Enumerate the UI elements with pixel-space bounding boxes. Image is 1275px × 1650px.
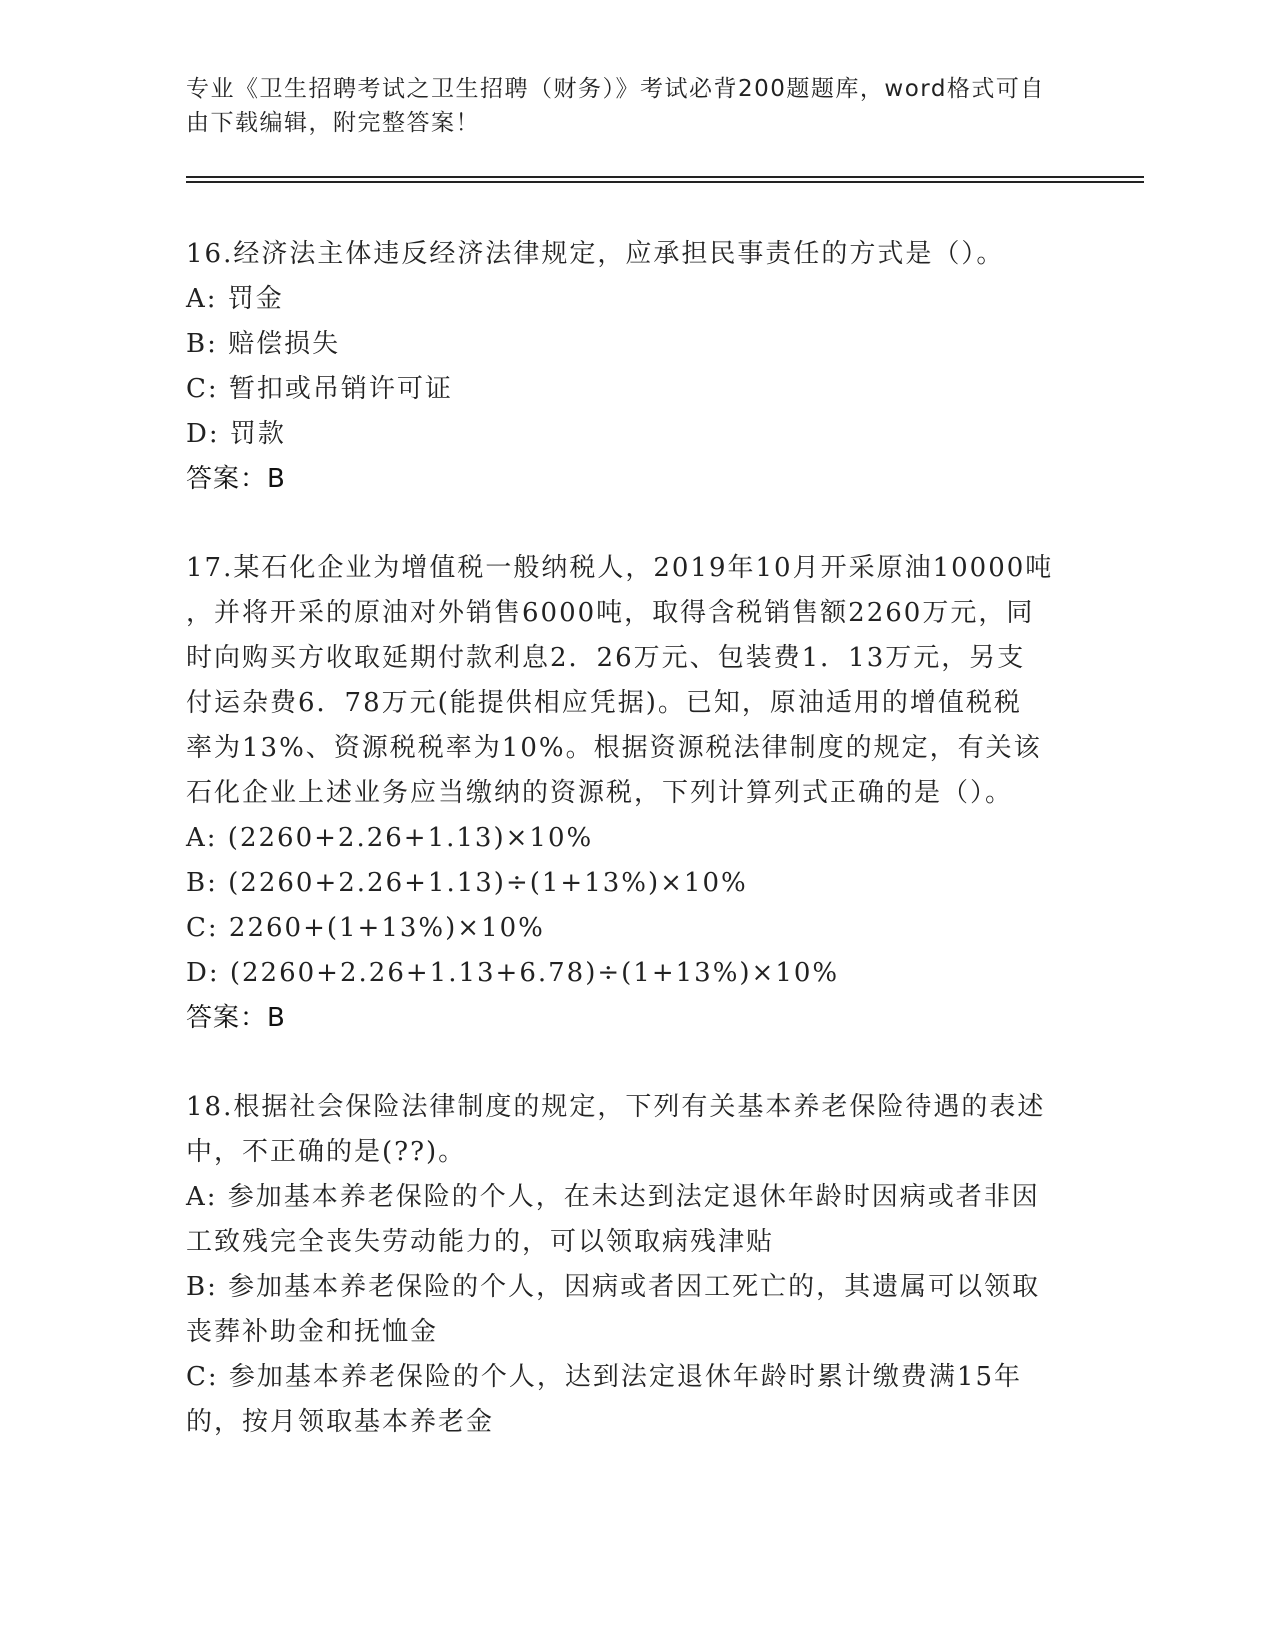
option-text: 罚金: [217, 284, 284, 314]
option-key: D:: [186, 958, 220, 988]
header-line-2: 由下载编辑，附完整答案！: [186, 110, 480, 136]
question-17-answer: 答案：B: [186, 1003, 286, 1033]
question-18: [186, 1085, 1066, 1445]
question-18-stem-line-2: 中，不正确的是(??)。: [186, 1137, 467, 1167]
question-17: [186, 546, 1066, 1041]
question-16-answer: 答案：B: [186, 464, 286, 494]
option-text: 参加基本养老保险的个人，达到法定退休年龄时累计缴费满15年: [218, 1362, 1023, 1392]
question-16-option-b: [186, 322, 1066, 367]
question-17-option-c: [186, 906, 1066, 951]
question-18-option-c: [186, 1355, 1066, 1445]
question-17-stem-line-4: 付运杂费6．78万元(能提供相应凭据)。已知，原油适用的增值税税: [186, 688, 1022, 718]
option-key: A:: [186, 284, 218, 314]
option-key: C:: [186, 913, 219, 943]
option-text: 罚款: [219, 419, 286, 449]
option-text: 2260+(1+13%)×10%: [218, 913, 545, 943]
question-17-stem-line-3: 时向购买方收取延期付款利息2．26万元、包装费1．13万元，另支: [186, 643, 1026, 673]
question-17-option-d: [186, 951, 1066, 996]
option-text: (2260+2.26+1.13)×10%: [217, 823, 594, 853]
option-text-continued: 工致残完全丧失劳动能力的，可以领取病残津贴: [186, 1227, 775, 1257]
question-16-option-d: [186, 412, 1066, 457]
option-text: 参加基本养老保险的个人，因病或者因工死亡的，其遗属可以领取: [217, 1272, 1041, 1302]
option-text: 暂扣或吊销许可证: [218, 374, 453, 404]
question-17-stem-line-5: 率为13%、资源税税率为10%。根据资源税法律制度的规定，有关该: [186, 733, 1042, 763]
header-divider-bottom: [186, 181, 1144, 183]
option-key: D:: [186, 419, 220, 449]
question-18-option-a: [186, 1175, 1066, 1265]
question-16-option-c: [186, 367, 1066, 412]
option-key: B:: [186, 1272, 218, 1302]
option-key: C:: [186, 1362, 219, 1392]
header-line-1: 专业《卫生招聘考试之卫生招聘（财务）》考试必背200题题库，word格式可自: [186, 76, 1045, 102]
question-18-option-b: [186, 1265, 1066, 1355]
option-text-continued: 丧葬补助金和抚恤金: [186, 1317, 439, 1347]
option-key: A:: [186, 1182, 218, 1212]
question-17-stem-line-1: 17.某石化企业为增值税一般纳税人，2019年10月开采原油10000吨: [186, 553, 1054, 583]
option-key: B:: [186, 329, 218, 359]
option-text: (2260+2.26+1.13+6.78)÷(1+13%)×10%: [219, 958, 840, 988]
document-header: [186, 72, 1066, 140]
option-key: A:: [186, 823, 218, 853]
option-text: 赔偿损失: [217, 329, 341, 359]
question-17-stem-line-2: ，并将开采的原油对外销售6000吨，取得含税销售额2260万元，同: [186, 598, 1035, 628]
option-text: (2260+2.26+1.13)÷(1+13%)×10%: [217, 868, 748, 898]
question-18-stem-line-1: 18.根据社会保险法律制度的规定，下列有关基本养老保险待遇的表述: [186, 1092, 1046, 1122]
option-key: B:: [186, 868, 218, 898]
option-key: C:: [186, 374, 219, 404]
option-text: 参加基本养老保险的个人，在未达到法定退休年龄时因病或者非因: [217, 1182, 1040, 1212]
question-17-option-a: [186, 816, 1066, 861]
option-text-continued: 的，按月领取基本养老金: [186, 1407, 495, 1437]
header-divider-top: [186, 176, 1144, 178]
question-16: [186, 232, 1066, 502]
question-16-option-a: [186, 277, 1066, 322]
question-16-stem: 16.经济法主体违反经济法律规定，应承担民事责任的方式是（）。: [186, 239, 1005, 269]
question-list: [186, 232, 1066, 1489]
question-17-option-b: [186, 861, 1066, 906]
question-17-stem-line-6: 石化企业上述业务应当缴纳的资源税，下列计算列式正确的是（）。: [186, 778, 1014, 808]
